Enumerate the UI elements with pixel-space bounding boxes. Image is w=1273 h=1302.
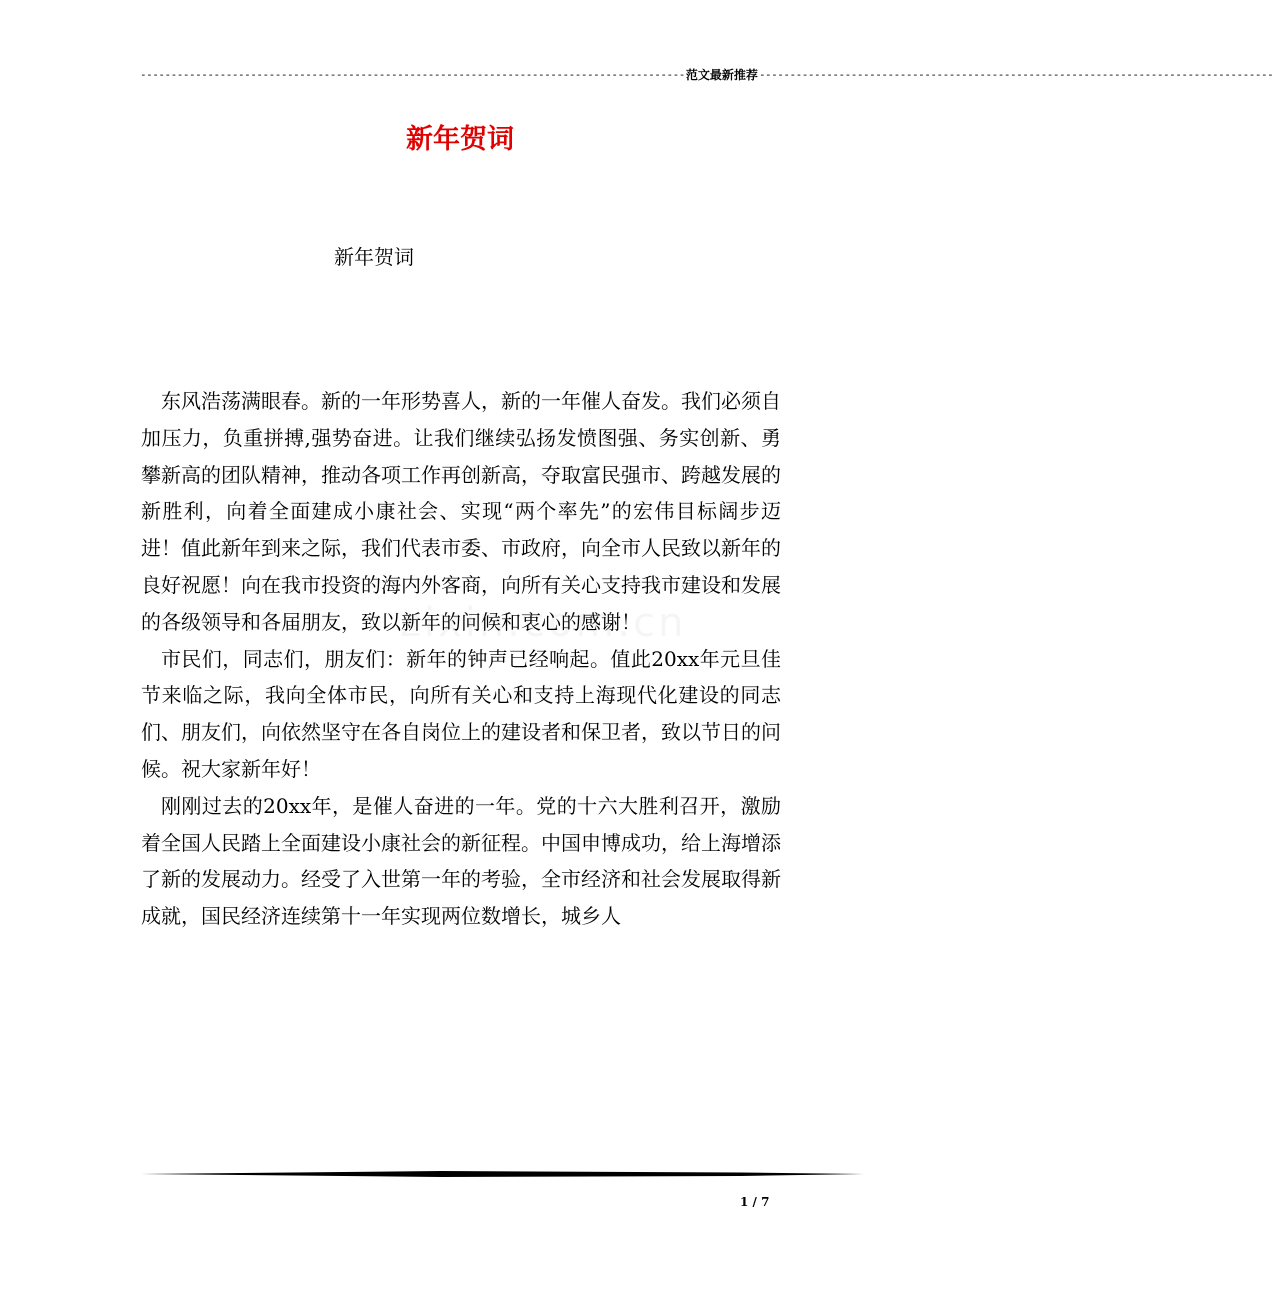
page-number: 1 / 7 [740, 1195, 770, 1209]
document-subtitle: 新年贺词 [334, 245, 414, 269]
header-divider [140, 66, 1273, 84]
document-title: 新年贺词 [406, 124, 514, 155]
footer-rule [141, 1170, 864, 1178]
header-dashes-right: ------------------------------------------------------------------------------------ [758, 68, 1273, 81]
document-body [141, 383, 781, 935]
paragraph: 市民们，同志们，朋友们：新年的钟声已经响起。值此20xx年元旦佳节来临之际，我向全体市民，向所有关心和支持上海现代化建设的同志们、朋友们，向依然坚守在各自岗位上的建设者和保卫者，致以节日的问候。祝大家新年好！ [141, 646, 781, 781]
paragraph: 东风浩荡满眼春。新的一年形势喜人，新的一年催人奋发。我们必须自加压力，负重拼搏,强势奋进。让我们继续弘扬发愤图强、务实创新、勇攀新高的团队精神，推动各项工作再创新高，夺取富民强市、跨越发展的新胜利，向着全面建成小康社会、实现“两个率先”的宏伟目标阔步迈进！值此新年到来之际，我们代表市委、市政府，向全市人民致以新年的良好祝愿！向在我市投资的海内外客商，向所有关心支持我市建设和发展的各级领导和各届朋友，致以新年的问候和衷心的感谢！ [141, 389, 781, 634]
header-dashes-left: ----------------------------------------------------------------------------------------- [140, 68, 685, 81]
paragraph: 刚刚过去的20xx年，是催人奋进的一年。党的十六大胜利召开，激励着全国人民踏上全面建设小康社会的新征程。中国申博成功，给上海增添了新的发展动力。经受了入世第一年的考验，全市经济和社会发展取得新成就，国民经济连续第十一年实现两位数增长，城乡人 [141, 793, 781, 929]
header-label: 范文最新推荐 [685, 68, 758, 82]
